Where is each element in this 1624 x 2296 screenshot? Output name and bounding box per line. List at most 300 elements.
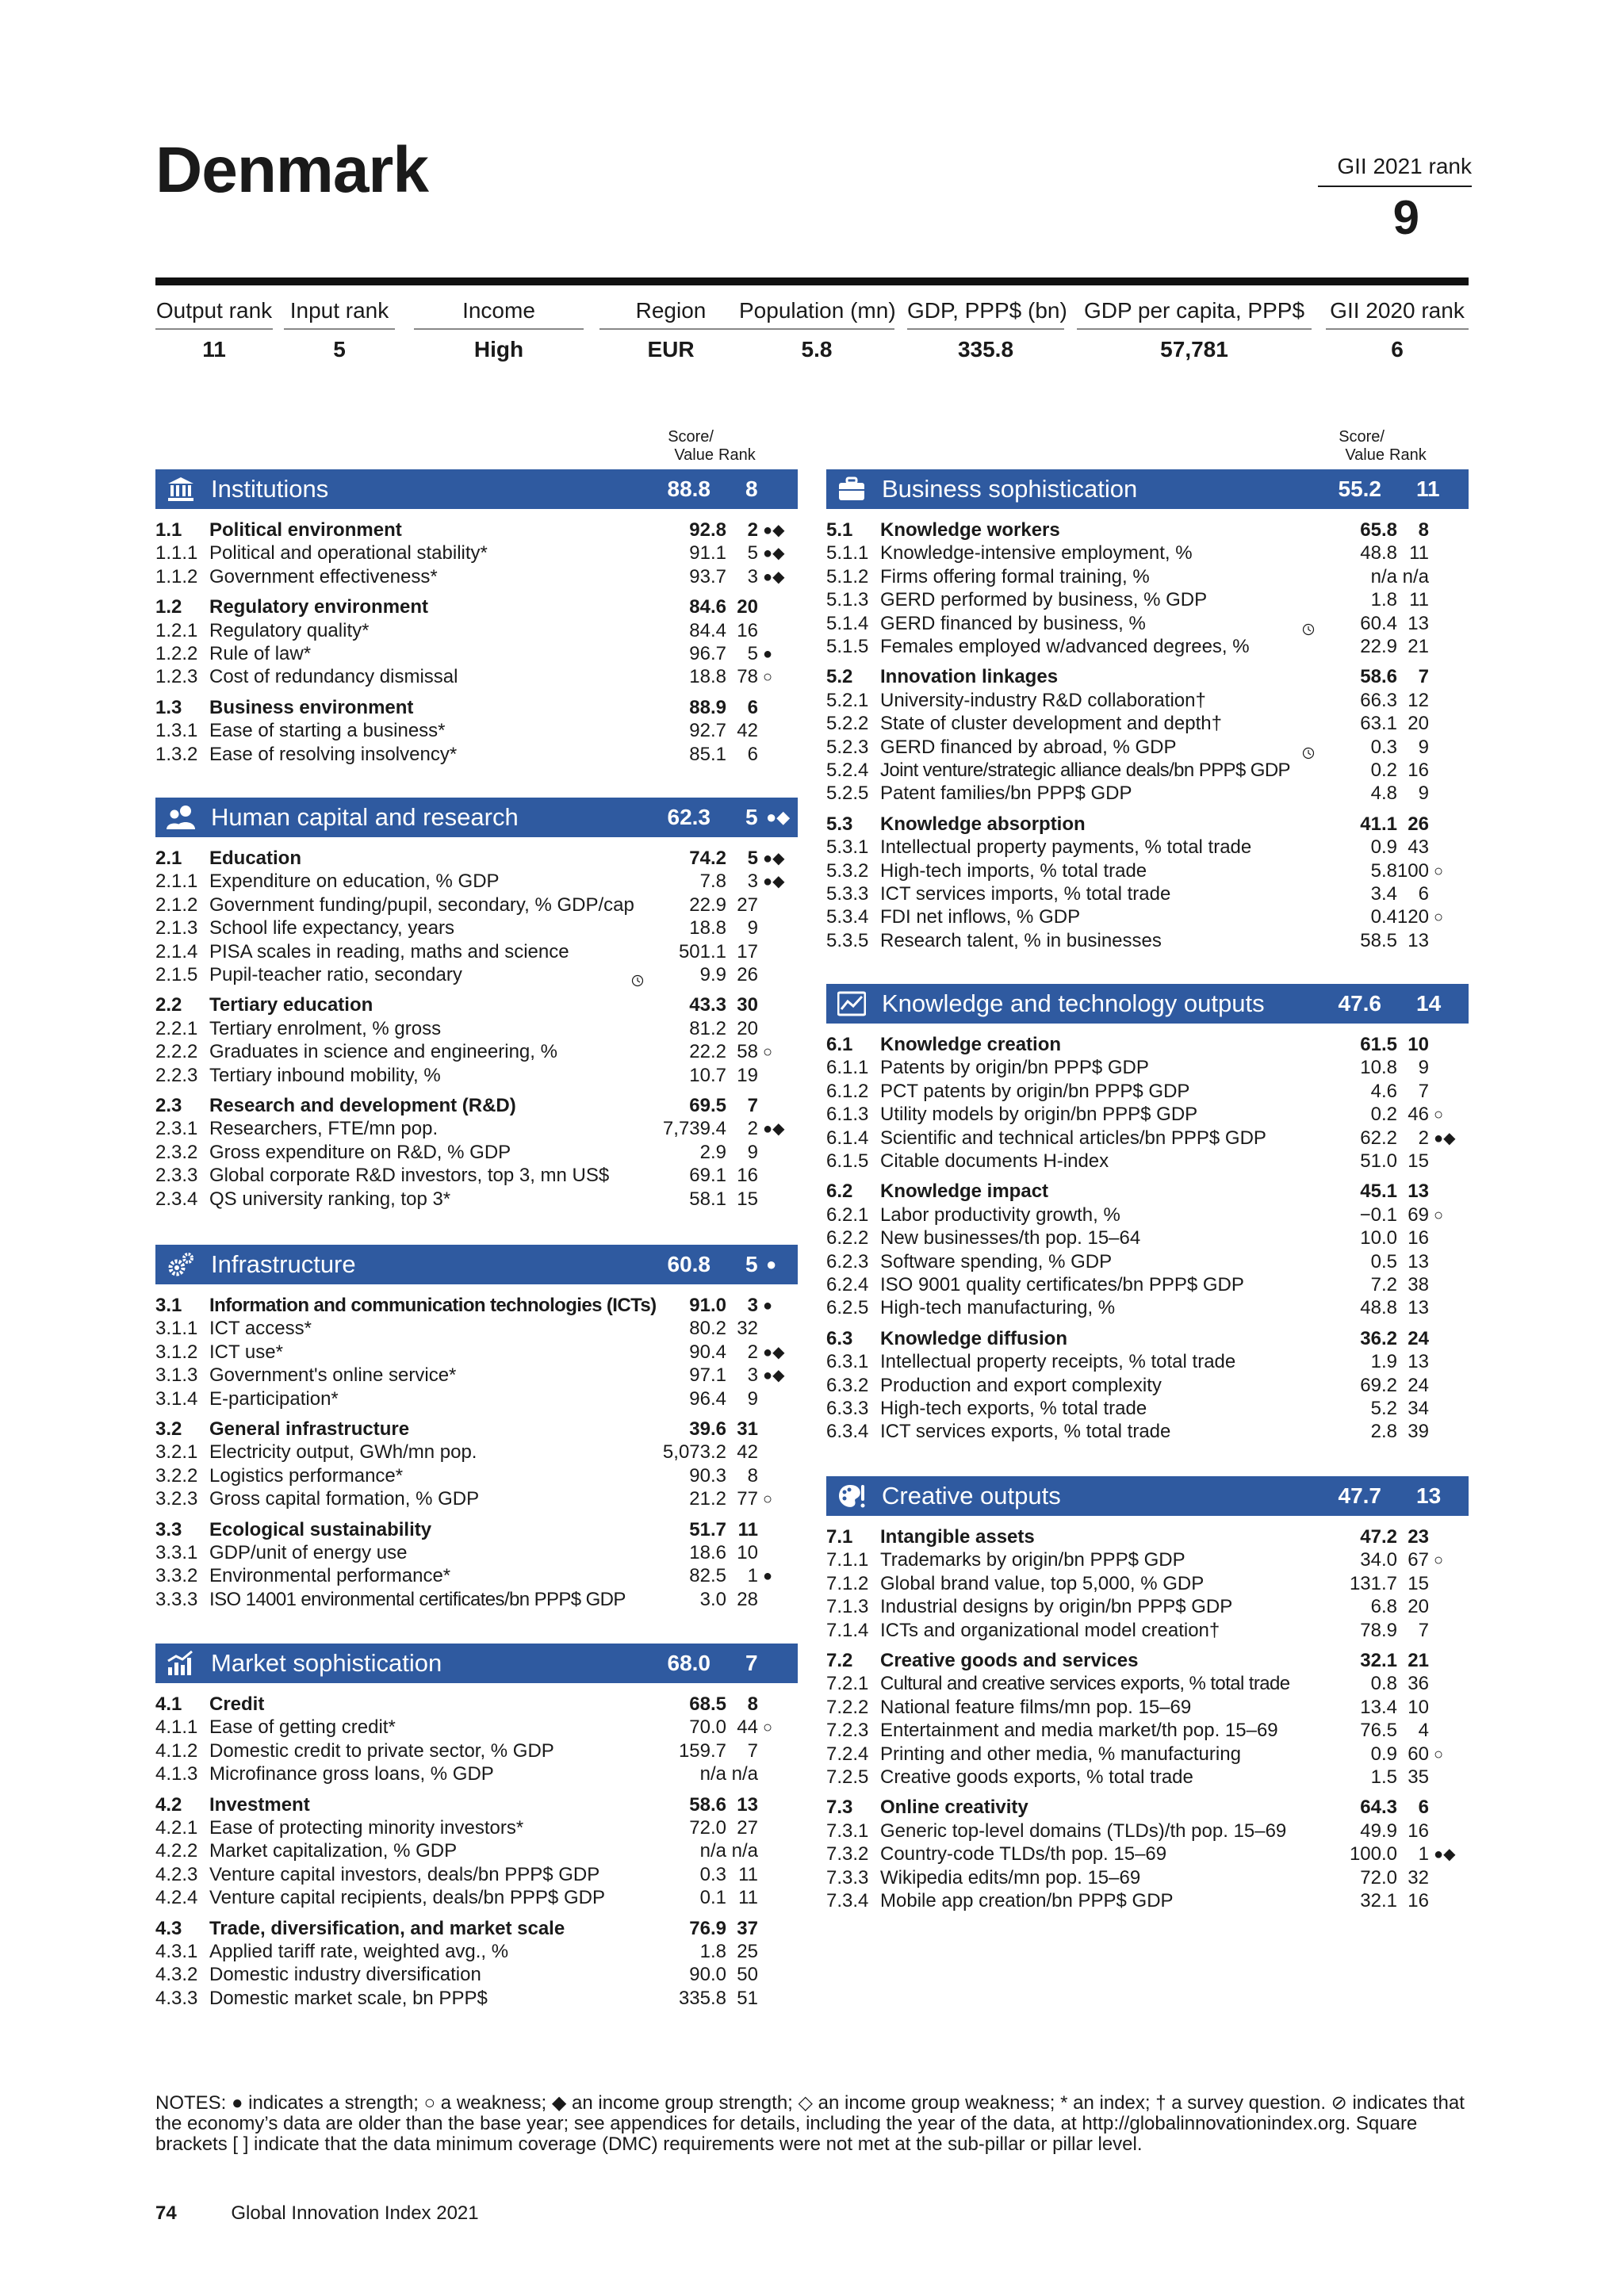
- row-value: 92.7: [689, 720, 726, 742]
- indicator-row: [155, 1141, 814, 1165]
- row-label: ICT services exports, % total trade: [880, 1421, 1171, 1443]
- row-value: 18.6: [689, 1542, 726, 1563]
- row-rank: 10: [1408, 1034, 1429, 1055]
- row-code: 6.2.5: [826, 1297, 869, 1319]
- row-label: High-tech imports, % total trade: [880, 859, 1147, 882]
- row-label: Regulatory quality*: [209, 619, 370, 641]
- row-rank: 7: [747, 1095, 758, 1116]
- row-value: 58.1: [689, 1188, 726, 1210]
- rank-header-left: Rank: [718, 446, 756, 464]
- subpillar-row: [826, 1033, 1484, 1057]
- row-label: Industrial designs by origin/bn PPP$ GDP: [880, 1596, 1233, 1618]
- row-code: 3.1.2: [155, 1341, 198, 1363]
- subpillar-row: [155, 1518, 814, 1542]
- row-code: 6.2.4: [826, 1274, 869, 1295]
- row-value: 69.5: [689, 1095, 726, 1116]
- row-value: 0.5: [1370, 1250, 1397, 1272]
- indicator-row: [155, 665, 814, 689]
- indicator-row: [155, 1317, 814, 1341]
- row-label: Applied tariff rate, weighted avg., %: [209, 1941, 509, 1962]
- row-code: 6.3.3: [826, 1398, 869, 1419]
- indicator-row: [155, 1541, 814, 1565]
- row-value: 10.7: [689, 1064, 726, 1086]
- pillar-header: [155, 469, 798, 509]
- row-label: Ease of resolving insolvency*: [209, 743, 458, 765]
- row-code: 6.2.1: [826, 1203, 869, 1226]
- row-rank: 69: [1408, 1203, 1429, 1226]
- row-label: Online creativity: [880, 1797, 1028, 1819]
- pillar-header: [155, 798, 798, 837]
- row-rank: 11: [738, 1887, 758, 1909]
- row-value: 58.5: [1360, 929, 1397, 951]
- indicator-row: [826, 1889, 1484, 1913]
- indicator-row: [826, 736, 1484, 760]
- row-rank: 3: [747, 565, 758, 587]
- row-value: 3.4: [1370, 883, 1397, 905]
- row-code: 5.1.2: [826, 565, 869, 587]
- row-label: ICT access*: [209, 1318, 312, 1340]
- row-rank: 28: [737, 1588, 758, 1610]
- row-rank: 31: [737, 1418, 758, 1440]
- row-rank: 38: [1408, 1274, 1429, 1295]
- gii-rank-value: 9: [1392, 191, 1419, 244]
- row-value: 159.7: [678, 1739, 726, 1762]
- row-rank: 8: [747, 1693, 758, 1715]
- row-code: 6.1: [826, 1034, 853, 1055]
- subpillar-row: [155, 847, 814, 871]
- row-marks: ●◆: [1434, 1846, 1456, 1864]
- row-value: 3.0: [699, 1588, 726, 1610]
- row-value: 72.0: [689, 1817, 726, 1839]
- row-code: 1.1: [155, 519, 182, 541]
- row-value: 65.8: [1360, 519, 1397, 541]
- row-code: 7.2.2: [826, 1696, 869, 1718]
- row-rank: 30: [737, 994, 758, 1016]
- indicator-row: [155, 1762, 814, 1786]
- indicator-row: [155, 916, 814, 940]
- row-rank: 6: [1418, 1797, 1429, 1819]
- pillar-rank: 7: [745, 1651, 758, 1675]
- row-rank: 1: [747, 1565, 758, 1587]
- pillar-header: [155, 1644, 798, 1683]
- pillar-header: [826, 1476, 1469, 1516]
- row-value: 22.9: [1360, 636, 1397, 657]
- subpillar-row: [826, 1327, 1484, 1351]
- notes: NOTES: ● indicates a strength; ○ a weakness; ◆ an income group strength; ◇ an income group weakness; * an index; † a survey question. ⊘ indicates that the economy’s data are older than the base year; see appendices for details, including the year of the data, at http://globalinnovationindex.org. Square brackets [ ] indicate that the data minimum coverage (DMC) requirements were not met at the sub-pillar or pillar level.: [155, 2092, 1465, 2155]
- row-code: 4.1: [155, 1693, 182, 1715]
- row-label: GDP/unit of energy use: [209, 1542, 408, 1563]
- row-code: 2.3: [155, 1095, 182, 1116]
- row-label: Mobile app creation/bn PPP$ GDP: [880, 1890, 1174, 1911]
- row-rank: 23: [1408, 1526, 1429, 1548]
- row-rank: 15: [1408, 1150, 1429, 1172]
- row-label: GERD financed by business, %: [880, 612, 1146, 634]
- indicator-row: [155, 1886, 814, 1910]
- row-marks: ●◆: [763, 545, 785, 563]
- row-label: Environmental performance*: [209, 1565, 451, 1587]
- palette-icon: [837, 1483, 866, 1510]
- pillar-rank: 11: [1416, 476, 1440, 501]
- subpillar-row: [826, 519, 1484, 542]
- row-label: Intellectual property receipts, % total trade: [880, 1351, 1236, 1373]
- pillar-name: Knowledge and technology outputs: [882, 989, 1265, 1017]
- row-code: 3.3: [155, 1518, 182, 1540]
- row-rank: 9: [747, 1387, 758, 1410]
- row-label: State of cluster development and depth†: [880, 713, 1222, 735]
- score-value-header-right: Score/ Value: [1339, 428, 1385, 464]
- row-rank: 9: [1418, 736, 1429, 758]
- row-rank: 35: [1408, 1766, 1429, 1788]
- row-code: 5.3.4: [826, 906, 869, 928]
- pillar-marks: ●◆: [766, 807, 791, 827]
- indicator-row: [826, 635, 1484, 659]
- row-label: Joint venture/strategic alliance deals/bn PPP$ GDP: [880, 760, 1290, 781]
- row-rank: 7: [1418, 1619, 1429, 1641]
- footer: [155, 2202, 479, 2225]
- pillar-rank: 14: [1416, 991, 1442, 1016]
- row-rank: 9: [1418, 783, 1429, 805]
- row-code: 3.2.3: [155, 1488, 198, 1510]
- row-value: 2.9: [699, 1141, 726, 1163]
- subpillar-row: [826, 1796, 1484, 1820]
- row-code: 1.2.2: [155, 643, 198, 664]
- row-rank: 5: [747, 643, 758, 664]
- row-value: 131.7: [1349, 1572, 1397, 1594]
- row-label: Tertiary enrolment, % gross: [209, 1017, 442, 1039]
- row-code: 6.3.2: [826, 1374, 869, 1396]
- row-rank: 37: [737, 1917, 758, 1939]
- indicator-row: [826, 759, 1484, 783]
- row-label: Venture capital investors, deals/bn PPP$ GDP: [209, 1863, 600, 1885]
- row-code: 1.3.2: [155, 743, 198, 765]
- indicator-row: [826, 1820, 1484, 1843]
- pillar-score: 62.3: [667, 805, 710, 829]
- row-rank: 11: [737, 1518, 758, 1540]
- row-marks: ●: [763, 645, 773, 663]
- row-rank: 2: [747, 1118, 758, 1140]
- row-code: 6.1.3: [826, 1104, 869, 1126]
- row-label: Trade, diversification, and market scale: [209, 1917, 565, 1939]
- row-rank: 16: [737, 619, 758, 641]
- indicator-row: [155, 1464, 814, 1488]
- row-value: 5.8: [1370, 859, 1397, 882]
- row-label: Government effectiveness*: [209, 565, 438, 587]
- row-label: Global corporate R&D investors, top 3, mn US$: [209, 1165, 610, 1187]
- row-rank: 5: [747, 848, 758, 869]
- stat-output-rank: Output rank 11: [155, 293, 273, 366]
- row-label: Expenditure on education, % GDP: [209, 871, 500, 893]
- row-code: 7.3.1: [826, 1820, 869, 1842]
- row-label: ISO 9001 quality certificates/bn PPP$ GDP: [880, 1274, 1244, 1295]
- row-label: Business environment: [209, 696, 414, 718]
- row-value: 0.3: [699, 1863, 726, 1885]
- row-code: 6.1.5: [826, 1150, 869, 1172]
- row-marks: ●◆: [763, 1343, 785, 1361]
- indicator-row: [155, 1816, 814, 1840]
- people-icon: [167, 804, 195, 831]
- row-rank: 12: [1408, 689, 1429, 711]
- row-label: Knowledge absorption: [880, 813, 1086, 835]
- row-value: 58.6: [689, 1793, 726, 1816]
- row-value: 58.6: [1360, 666, 1397, 688]
- footer-text: Global Innovation Index 2021: [231, 2202, 479, 2224]
- row-value: 1.9: [1370, 1351, 1397, 1373]
- old-data-icon: [1302, 742, 1315, 755]
- row-value: 0.3: [1370, 736, 1397, 758]
- row-rank: 100: [1396, 859, 1429, 882]
- row-label: Cost of redundancy dismissal: [209, 666, 458, 688]
- row-value: 84.4: [689, 619, 726, 641]
- row-value: 76.5: [1360, 1720, 1397, 1742]
- row-code: 5.1.3: [826, 589, 869, 611]
- row-label: Venture capital recipients, deals/bn PPP$ GDP: [209, 1887, 605, 1909]
- row-rank: 6: [747, 743, 758, 765]
- indicator-row: [826, 1203, 1484, 1227]
- indicator-row: [155, 1839, 814, 1863]
- row-rank: n/a: [731, 1763, 758, 1785]
- indicator-row: [155, 1863, 814, 1887]
- row-rank: 42: [737, 720, 758, 742]
- row-value: 41.1: [1360, 813, 1397, 835]
- row-code: 5.3: [826, 813, 853, 835]
- old-data-icon: [1302, 618, 1315, 631]
- row-rank: 17: [737, 940, 758, 962]
- row-label: Domestic market scale, bn PPP$: [209, 1987, 488, 2009]
- row-value: 51.7: [689, 1518, 726, 1540]
- subpillar-row: [155, 519, 814, 542]
- row-value: 80.2: [689, 1318, 726, 1340]
- row-rank: 13: [1408, 612, 1429, 634]
- row-label: Government's online service*: [209, 1364, 457, 1387]
- row-code: 7.1.3: [826, 1596, 869, 1618]
- row-value: 91.0: [689, 1295, 726, 1316]
- row-label: ICTs and organizational model creation†: [880, 1619, 1220, 1641]
- row-label: Printing and other media, % manufacturing: [880, 1743, 1241, 1765]
- row-value: 74.2: [689, 848, 726, 869]
- row-value: 10.8: [1360, 1057, 1397, 1079]
- row-label: Intangible assets: [880, 1526, 1035, 1548]
- indicator-row: [155, 894, 814, 917]
- row-code: 3.2: [155, 1418, 182, 1440]
- row-code: 2.3.1: [155, 1118, 198, 1140]
- indicator-row: [826, 1273, 1484, 1297]
- row-code: 2.1.3: [155, 917, 198, 939]
- row-label: Ease of starting a business*: [209, 720, 446, 742]
- row-rank: 6: [747, 696, 758, 718]
- row-rank: 26: [1408, 813, 1429, 835]
- row-rank: n/a: [731, 1840, 758, 1862]
- row-code: 7.3.3: [826, 1866, 869, 1888]
- row-marks: ○: [763, 1719, 773, 1737]
- row-rank: 13: [1408, 929, 1429, 951]
- row-code: 3.1: [155, 1295, 182, 1316]
- row-value: n/a: [699, 1840, 726, 1862]
- row-label: Knowledge workers: [880, 519, 1060, 541]
- row-value: 22.9: [689, 894, 726, 916]
- row-value: 0.1: [699, 1887, 726, 1909]
- row-code: 4.3: [155, 1917, 182, 1939]
- row-label: Domestic credit to private sector, % GDP: [209, 1739, 554, 1762]
- pillar-header: [826, 469, 1469, 509]
- institution-icon: [167, 476, 195, 503]
- row-rank: 36: [1408, 1673, 1429, 1695]
- row-value: 43.3: [689, 994, 726, 1016]
- row-code: 6.2: [826, 1181, 853, 1203]
- row-value: 0.2: [1370, 1104, 1397, 1126]
- row-code: 2.2: [155, 994, 182, 1016]
- row-code: 6.3.4: [826, 1421, 869, 1443]
- indicator-row: [155, 1716, 814, 1739]
- indicator-row: [826, 1766, 1484, 1789]
- indicator-row: [155, 940, 814, 964]
- indicator-row: [826, 1696, 1484, 1720]
- row-code: 7.2.5: [826, 1766, 869, 1788]
- score-value-header-left: Score/ Value: [668, 428, 714, 464]
- pillar-rank: 5: [745, 1252, 758, 1276]
- row-code: 7.1.2: [826, 1572, 869, 1594]
- row-rank: 7: [747, 1739, 758, 1762]
- row-label: Creative goods exports, % total trade: [880, 1766, 1193, 1788]
- row-value: 91.1: [689, 542, 726, 564]
- row-code: 7.2.1: [826, 1673, 869, 1695]
- row-code: 5.2.3: [826, 736, 869, 758]
- row-label: ICT use*: [209, 1341, 283, 1363]
- indicator-row: [155, 1441, 814, 1464]
- indicator-row: [155, 1940, 814, 1964]
- row-rank: 13: [1408, 1250, 1429, 1272]
- indicator-row: [155, 1117, 814, 1141]
- row-value: 70.0: [689, 1716, 726, 1739]
- row-value: 5,073.2: [662, 1441, 726, 1464]
- row-label: Software spending, % GDP: [880, 1250, 1113, 1272]
- row-label: Rule of law*: [209, 643, 312, 664]
- row-rank: 43: [1408, 836, 1429, 859]
- row-label: Cultural and creative services exports, % total trade: [880, 1673, 1290, 1695]
- indicator-row: [155, 1564, 814, 1588]
- row-code: 4.1.2: [155, 1739, 198, 1762]
- pillar-marks: ●: [766, 1254, 777, 1274]
- row-rank: 16: [1408, 1890, 1429, 1911]
- row-code: 5.2.4: [826, 760, 869, 781]
- pillar-score: 55.2: [1338, 476, 1381, 501]
- row-code: 2.3.2: [155, 1141, 198, 1163]
- row-code: 5.2.2: [826, 713, 869, 735]
- subpillar-row: [826, 813, 1484, 836]
- indicator-row: [155, 1963, 814, 1987]
- row-value: 501.1: [678, 940, 726, 962]
- row-rank: 13: [737, 1793, 758, 1816]
- row-code: 3.2.1: [155, 1441, 198, 1464]
- row-rank: 120: [1396, 906, 1429, 928]
- row-marks: ○: [1434, 1206, 1444, 1224]
- row-code: 3.3.2: [155, 1565, 198, 1587]
- row-label: Research and development (R&D): [209, 1095, 516, 1116]
- row-value: 34.0: [1360, 1549, 1397, 1571]
- row-code: 7.2: [826, 1650, 853, 1671]
- row-code: 4.2.3: [155, 1863, 198, 1885]
- row-code: 7.1.1: [826, 1549, 869, 1571]
- indicator-row: [826, 612, 1484, 636]
- row-code: 4.2.2: [155, 1840, 198, 1862]
- row-rank: 10: [737, 1542, 758, 1563]
- row-rank: 13: [1408, 1181, 1429, 1203]
- row-value: n/a: [699, 1763, 726, 1785]
- row-code: 7.2.3: [826, 1720, 869, 1742]
- row-marks: ●◆: [763, 873, 785, 891]
- row-value: 7,739.4: [662, 1118, 726, 1140]
- row-label: Females employed w/advanced degrees, %: [880, 636, 1250, 657]
- row-rank: 10: [1408, 1696, 1429, 1718]
- row-value: 32.1: [1360, 1890, 1397, 1911]
- row-value: 9.9: [699, 964, 726, 985]
- subpillar-row: [155, 1418, 814, 1441]
- row-label: High-tech manufacturing, %: [880, 1297, 1116, 1319]
- row-code: 1.2: [155, 596, 182, 618]
- row-value: 0.9: [1370, 1743, 1397, 1765]
- row-rank: 21: [1408, 636, 1429, 657]
- row-marks: ●◆: [763, 1367, 785, 1385]
- row-code: 7.2.4: [826, 1743, 869, 1765]
- row-code: 2.1: [155, 848, 182, 869]
- indicator-row: [155, 1040, 814, 1064]
- row-code: 2.3.3: [155, 1165, 198, 1187]
- row-rank: 25: [737, 1941, 758, 1962]
- row-label: Intellectual property payments, % total trade: [880, 836, 1252, 859]
- indicator-row: [826, 712, 1484, 736]
- row-value: 7.8: [699, 871, 726, 893]
- row-rank: 9: [747, 917, 758, 939]
- row-rank: 26: [737, 964, 758, 985]
- pillar-rank: 5: [745, 805, 758, 829]
- row-label: Citable documents H-index: [880, 1150, 1109, 1172]
- pillar-score: 47.7: [1338, 1483, 1381, 1508]
- briefcase-icon: [837, 476, 866, 503]
- row-code: 1.3: [155, 696, 182, 718]
- pillar-score: 47.6: [1338, 991, 1381, 1016]
- indicator-row: [826, 1619, 1484, 1643]
- indicator-row: [826, 1127, 1484, 1150]
- row-code: 4.3.3: [155, 1987, 198, 2009]
- row-label: Patent families/bn PPP$ GDP: [880, 783, 1132, 805]
- row-value: 64.3: [1360, 1797, 1397, 1819]
- row-label: Research talent, % in businesses: [880, 929, 1162, 951]
- row-marks: ○: [1434, 1106, 1444, 1124]
- row-label: Microfinance gross loans, % GDP: [209, 1763, 494, 1785]
- stat-population: Population (mn) 5.8: [739, 293, 894, 366]
- gii-rank-box: [1318, 154, 1472, 245]
- row-code: 2.1.4: [155, 940, 198, 962]
- subpillar-row: [155, 1793, 814, 1817]
- row-rank: 16: [737, 1165, 758, 1187]
- pillar-name: Institutions: [211, 475, 329, 503]
- indicator-row: [155, 1188, 814, 1211]
- indicator-row: [826, 1397, 1484, 1421]
- row-label: Knowledge-intensive employment, %: [880, 542, 1193, 564]
- row-rank: 27: [737, 894, 758, 916]
- row-value: 45.1: [1360, 1181, 1397, 1203]
- row-value: 85.1: [689, 743, 726, 765]
- row-code: 1.3.1: [155, 720, 198, 742]
- row-label: Labor productivity growth, %: [880, 1203, 1120, 1226]
- row-code: 3.3.3: [155, 1588, 198, 1610]
- row-code: 2.2.2: [155, 1041, 198, 1063]
- row-code: 2.1.1: [155, 871, 198, 893]
- subpillar-row: [155, 1094, 814, 1118]
- row-marks: ○: [1434, 1552, 1444, 1570]
- row-rank: 44: [737, 1716, 758, 1739]
- bar-chart-icon: [167, 1650, 195, 1677]
- row-value: 7.2: [1370, 1274, 1397, 1295]
